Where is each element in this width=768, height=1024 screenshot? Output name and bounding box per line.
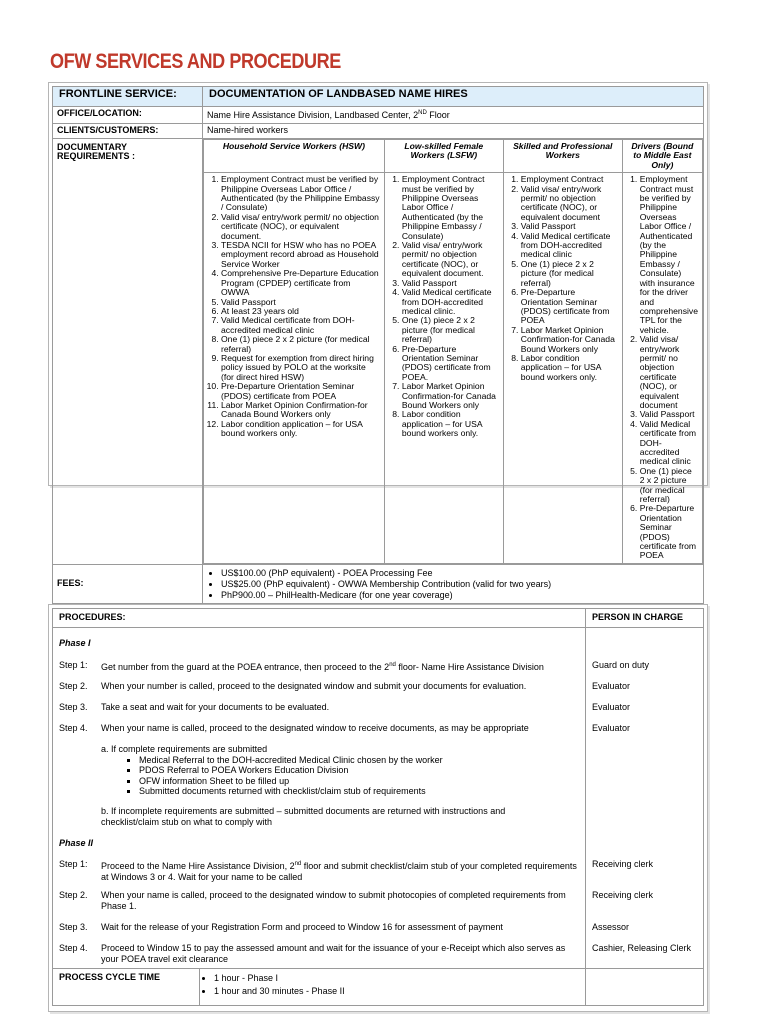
requirement-item: 7. Labor Market Opinion Confirmation-for Canada Bound Workers only <box>521 326 618 354</box>
col-title-drivers: Drivers (Bound to Middle East Only) <box>622 140 702 173</box>
col-title-lsfw: Low-skilled Female Workers (LSFW) <box>384 140 503 173</box>
step-text: Proceed to Window 15 to pay the assessed amount and wait for the issuance of your e-Receipt which also serves as your POEA travel exit clearance <box>101 943 566 964</box>
requirement-item: 6. At least 23 years old <box>221 307 380 316</box>
cycle-item: • 1 hour - Phase I <box>214 972 585 985</box>
requirement-item: 5. Valid Passport <box>221 298 380 307</box>
cycle-label: PROCESS CYCLE TIME <box>53 969 200 1005</box>
procedures-body <box>53 628 586 969</box>
step-text-a: Proceed to the Name Hire Assistance Division, 2 <box>101 861 295 871</box>
requirement-item: 5. One (1) piece 2 x 2 picture (for medical referral) <box>640 467 698 505</box>
sub-a-list <box>101 755 585 797</box>
step-label: Step 2. <box>59 681 88 691</box>
step-text <box>101 859 579 882</box>
requirement-item: 1. Employment Contract must be verified by Philippine Overseas Labor Office / Authenticated (by the Philippine Embassy / Consulate) <box>221 175 380 213</box>
list-lsfw <box>389 175 499 438</box>
phase1-label: Phase I <box>59 638 91 648</box>
requirement-item: 8. Labor condition application – for USA bound workers only. <box>521 354 618 382</box>
requirement-item: 2. Valid visa/ entry/work permit/ no objection certificate (NOC), or equivalent document. <box>402 241 499 279</box>
service-table <box>52 86 704 604</box>
step-label: Step 4. <box>59 723 88 733</box>
fee-item: • US$25.00 (PhP equivalent) - OWWA Membership Contribution (valid for two years) <box>221 579 699 590</box>
person-p2-1: Receiving clerk <box>592 859 654 869</box>
person-header: PERSON IN CHARGE <box>586 609 704 628</box>
person-p2-3: Assessor <box>592 922 630 932</box>
procedures-header: PROCEDURES: <box>53 609 586 628</box>
fee-item: • US$100.00 (PhP equivalent) - POEA Processing Fee <box>221 568 699 579</box>
docreq-row <box>53 139 704 565</box>
col-lsfw <box>384 173 503 564</box>
step-sup: nd <box>294 861 302 867</box>
person-p1-4: Evaluator <box>592 723 631 733</box>
person-column <box>586 628 704 969</box>
requirement-item: 9. Request for exemption from direct hiring policy issued by POLO at the worksite (for direct hired HSW) <box>221 354 380 382</box>
col-drivers <box>622 173 702 564</box>
cycle-row <box>53 969 704 1006</box>
requirements-header-row <box>204 140 703 173</box>
fees-row <box>53 564 704 603</box>
step-label: Step 3. <box>59 922 88 932</box>
requirement-item: 6. Pre-Departure Orientation Seminar (PDOS) certificate from POEA <box>521 288 618 326</box>
step-label: Step 1: <box>59 859 88 869</box>
requirement-item: 6. Pre-Departure Orientation Seminar (PDOS) certificate from POEA. <box>402 345 499 383</box>
step-text: When your number is called, proceed to the designated window and submit your documents for evaluation. <box>101 681 527 691</box>
requirement-item: 6. Pre-Departure Orientation Seminar (PDOS) certificate from POEA <box>640 504 698 560</box>
requirement-item: 3. TESDA NCII for HSW who has no POEA employment record abroad as Household Service Worker <box>221 241 380 269</box>
step-text <box>101 660 579 673</box>
docreq-label: DOCUMENTARY REQUIREMENTS : <box>53 139 203 565</box>
procedures-header-row <box>53 609 704 628</box>
sub-a-label: a. If complete requirements are submitted <box>101 744 268 754</box>
phase2-label: Phase II <box>59 838 94 848</box>
requirement-item: 1. Employment Contract <box>521 175 618 184</box>
sub-a-item: ▪ PDOS Referral to POEA Workers Education Division <box>139 765 585 776</box>
cycle-empty <box>586 969 704 1006</box>
step-text-a: Get number from the guard at the POEA entrance, then proceed to the 2 <box>101 662 390 672</box>
office-suffix: Floor <box>426 110 450 120</box>
sub-a-item: ▪ Submitted documents returned with checklist/claim stub of requirements <box>139 786 585 797</box>
requirement-item: 3. Valid Passport <box>521 222 618 231</box>
fees-list <box>207 568 699 601</box>
sub-b: b. If incomplete requirements are submitted – submitted documents are returned with instructions and checklist/claim stub on what to comply with <box>101 806 506 827</box>
cycle-table <box>53 969 585 1005</box>
list-skilled <box>508 175 618 382</box>
requirement-item: 1. Employment Contract must be verified by Philippine Overseas Labor Office / Authenticated (by the Philippine Embassy / Consulate) <box>402 175 499 241</box>
fees-label: FEES: <box>53 564 203 603</box>
step-text-b: floor and submit checklist/claim stub of your completed requirements at Windows 3 or 4. Wait for your name to be called <box>101 861 577 882</box>
requirement-item: 2. Valid visa/ entry/work permit/ no objection certificate (NOC), or equivalent document <box>640 335 698 410</box>
requirement-item: 4. Comprehensive Pre-Departure Education Program (CPDEP) certificate from OWWA <box>221 269 380 297</box>
page-title: OFW SERVICES AND PROCEDURE <box>50 50 341 73</box>
procedures-body-row <box>53 628 704 969</box>
office-row <box>53 107 704 124</box>
clients-label: CLIENTS/CUSTOMERS: <box>53 124 203 139</box>
clients-value: Name-hired workers <box>203 124 704 139</box>
cycle-cell <box>53 969 586 1006</box>
step-label: Step 4. <box>59 943 88 953</box>
step-sup: nd <box>389 662 396 668</box>
procedures-table <box>52 608 704 1006</box>
requirements-table <box>203 139 703 564</box>
col-skilled <box>503 173 622 564</box>
person-p1-2: Evaluator <box>592 681 631 691</box>
office-value <box>203 107 704 124</box>
step-text: Take a seat and wait for your documents to be evaluated. <box>101 702 330 712</box>
person-p2-2: Receiving clerk <box>592 890 654 900</box>
office-text: Name Hire Assistance Division, Landbased Center, 2 <box>207 110 419 120</box>
office-sup: ND <box>418 110 427 116</box>
cycle-list <box>200 972 585 998</box>
step-text: When your name is called, proceed to the designated window to receive documents, as may be appropriate <box>101 723 529 733</box>
col-hsw <box>204 173 385 564</box>
col-title-skilled: Skilled and Professional Workers <box>503 140 622 173</box>
list-drivers <box>627 175 698 561</box>
clients-row <box>53 124 704 139</box>
requirement-item: 5. One (1) piece 2 x 2 picture (for medical referral) <box>521 260 618 288</box>
requirement-item: 4. Valid Medical certificate from DOH-accredited medical clinic <box>640 420 698 467</box>
step-label: Step 1: <box>59 660 88 670</box>
sub-a-item: ▪ Medical Referral to the DOH-accredited Medical Clinic chosen by the worker <box>139 755 585 766</box>
requirement-item: 8. Labor condition application – for USA bound workers only. <box>402 410 499 438</box>
requirement-item: 4. Valid Medical certificate from DOH-accredited medical clinic. <box>402 288 499 316</box>
frontline-row <box>53 87 704 107</box>
step-label: Step 2. <box>59 890 88 900</box>
requirement-item: 11. Labor Market Opinion Confirmation-for Canada Bound Workers only <box>221 401 380 420</box>
frontline-label: FRONTLINE SERVICE: <box>53 87 203 107</box>
requirement-item: 8. One (1) piece 2 x 2 picture (for medical referral) <box>221 335 380 354</box>
person-p2-4: Cashier, Releasing Clerk <box>592 943 692 953</box>
requirement-item: 3. Valid Passport <box>402 279 499 288</box>
step-text: Wait for the release of your Registration Form and proceed to Window 16 for assessment of payment <box>101 922 503 932</box>
frontline-value: DOCUMENTATION OF LANDBASED NAME HIRES <box>203 87 704 107</box>
person-p1-1: Guard on duty <box>592 660 650 670</box>
requirement-item: 2. Valid visa/ entry/work permit/ no objection certificate (NOC), or equivalent document <box>521 185 618 223</box>
fee-item: • PhP900.00 – PhilHealth-Medicare (for one year coverage) <box>221 590 699 601</box>
person-p1-3: Evaluator <box>592 702 631 712</box>
requirement-item: 2. Valid visa/ entry/work permit/ no objection certificate (NOC), or equivalent document. <box>221 213 380 241</box>
requirement-item: 7. Labor Market Opinion Confirmation-for Canada Bound Workers only <box>402 382 499 410</box>
requirements-list-row <box>204 173 703 564</box>
requirement-item: 12. Labor condition application – for USA bound workers only. <box>221 420 380 439</box>
list-hsw <box>208 175 380 438</box>
requirement-item: 7. Valid Medical certificate from DOH-accredited medical clinic <box>221 316 380 335</box>
sub-a-item: ▪ OFW information Sheet to be filled up <box>139 776 585 787</box>
sub-a <box>101 744 585 797</box>
docreq-cell <box>203 139 704 565</box>
requirement-item: 3. Valid Passport <box>640 410 698 419</box>
step-text-b: floor- Name Hire Assistance Division <box>395 662 544 672</box>
step-label: Step 3. <box>59 702 88 712</box>
requirement-item: 1. Employment Contract must be verified by Philippine Overseas Labor Office / Authenticated (by the Philippine Embassy / Consulate) with insurance for the driver and comprehensive TPL for the vehicle. <box>640 175 698 335</box>
cycle-item: • 1 hour and 30 minutes - Phase II <box>214 985 585 998</box>
office-label: OFFICE/LOCATION: <box>53 107 203 124</box>
cycle-values <box>200 969 586 1005</box>
requirement-item: 10. Pre-Departure Orientation Seminar (PDOS) certificate from POEA <box>221 382 380 401</box>
step-text: When your name is called, proceed to the designated window to submit photocopies of completed requirements from Phase 1. <box>101 890 566 911</box>
requirement-item: 5. One (1) piece 2 x 2 picture (for medical referral) <box>402 316 499 344</box>
col-title-hsw: Household Service Workers (HSW) <box>204 140 385 173</box>
requirement-item: 4. Valid Medical certificate from DOH-accredited medical clinic <box>521 232 618 260</box>
fees-cell <box>203 564 704 603</box>
